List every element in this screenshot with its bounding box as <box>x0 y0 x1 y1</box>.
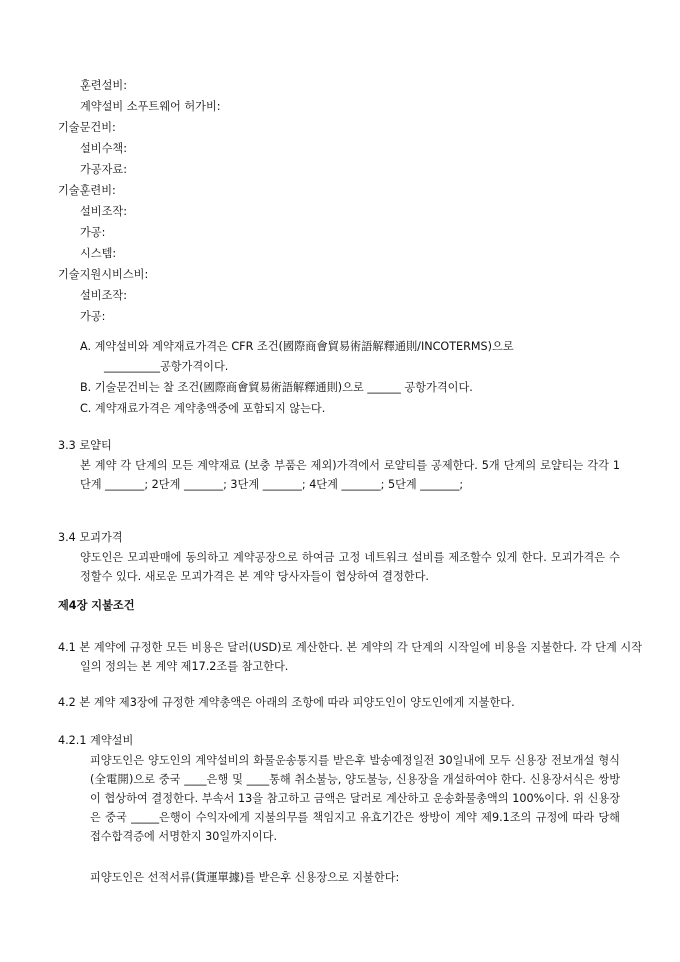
price-term-a-line2: __________공항가격이다. <box>104 360 229 373</box>
fee-item-system: 시스템: <box>80 247 117 260</box>
fee-item-software-license: 계약설비 소푸트웨어 허가비: <box>80 100 221 113</box>
section-4-2-1-last: 피양도인은 선적서류(貨運單據)를 받은후 신용장으로 지불한다: <box>90 871 400 884</box>
section-3-3-body: 본 계약 각 단계의 모든 계약재료 (보충 부품은 제외)가격에서 로얄티를 공제한다. 5개 단계의 로얄티는 각각 1단계 _______; 2단계 _______; 3단계 _______; 4단계 _______; 5단계 _______; <box>80 459 620 491</box>
fee-item-equipment-operation: 설비조작: <box>80 205 127 218</box>
section-3-3-title: 3.3 로얄티 <box>58 439 112 452</box>
fee-item-processing-data: 가공자료: <box>80 163 127 176</box>
fee-item-processing: 가공: <box>80 226 106 239</box>
fee-item-support-operation: 설비조작: <box>80 289 127 302</box>
section-4-2-body: 4.2 본 계약 제3장에 규정한 계약총액은 아래의 조항에 따라 피양도인이 양도인에게 지불한다. <box>58 696 515 709</box>
fee-item-equipment-manual: 설비수책: <box>80 142 127 155</box>
fee-item-training-equipment: 훈련설비: <box>80 79 127 92</box>
price-term-a-line1: A. 계약설비와 계약재료가격은 CFR 조건(國際商會貿易術語解釋通則/INCOTERMS)으로 <box>80 340 514 353</box>
section-4-1-body: 4.1 본 계약에 규정한 모든 비용은 달러(USD)로 계산한다. 본 계약의 각 단계의 시작일에 비용을 지불한다. 각 단계 시작일의 정의는 본 계약 제17.2조를 참고한다. <box>58 641 642 673</box>
fee-item-support-processing: 가공: <box>80 310 106 323</box>
fee-group-technical-support: 기술지원시비스비: <box>58 268 149 281</box>
fee-group-technical-training: 기술훈련비: <box>58 184 116 197</box>
section-3-4-title: 3.4 모괴가격 <box>58 531 123 544</box>
price-term-c: C. 계약재료가격은 계약총액중에 포함되지 않는다. <box>80 402 326 415</box>
section-4-2-1-body: 피양도인은 양도인의 계약설비의 화물운송통지를 받은후 발송예정일전 30일내에 모두 신용장 전보개설 형식(全電開)으로 중국 ____은행 및 ____통해 취소불능, 양도불능, 신용장을 개설하여야 한다. 신용장서식은 쌍방이 협상하여 결정한다. 부속서 13을 참고하고 금액은 달러로 계산하고 운송화물총액의 100%이다. 위 신용장은 중국 _____은행이 수익자에게 지불의무를 책임지고 유효기간은 쌍방이 계약 제9.1조의 규정에 따라 당해 접수합격증에 서명한지 30일까지이다. <box>90 754 620 843</box>
section-3-4-body: 양도인은 모괴판매에 동의하고 계약공장으로 하여금 고정 네트워크 설비를 제조할수 있게 한다. 모괴가격은 수정할수 있다. 새로운 모괴가격은 본 계약 당사자들이 협상하여 결정한다. <box>80 551 620 583</box>
chapter-4-title: 제4장 지불조건 <box>58 599 135 612</box>
fee-group-technical-documents: 기술문건비: <box>58 121 116 134</box>
section-4-2-1-title: 4.2.1 계약설비 <box>58 734 134 747</box>
price-term-b: B. 기술문건비는 찰 조건(國際商會貿易術語解釋通則)으로 ______ 공항가격이다. <box>80 381 473 394</box>
